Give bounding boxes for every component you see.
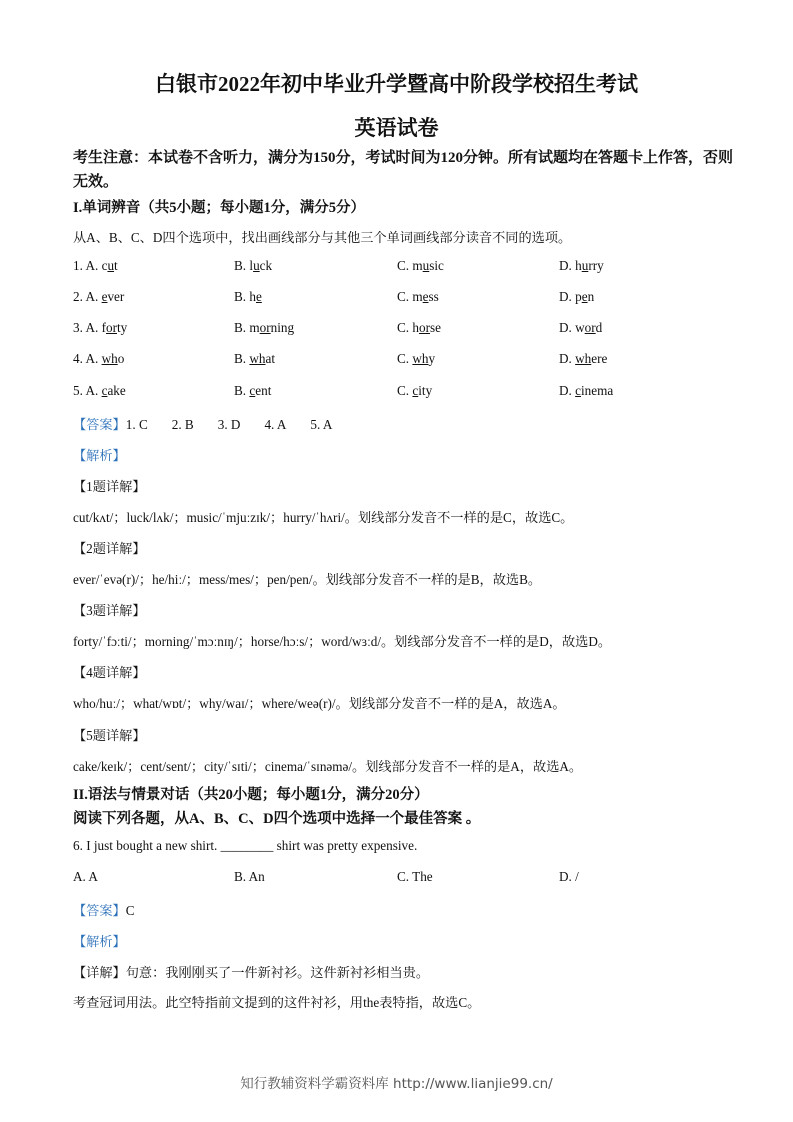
underlined-part: e bbox=[422, 289, 429, 304]
detail-heading-5: 【5题详解】 bbox=[73, 728, 146, 743]
underlined-part: or bbox=[584, 320, 596, 335]
underlined-part: wh bbox=[575, 351, 592, 366]
detail-heading-4: 【4题详解】 bbox=[73, 665, 146, 680]
q1-option-b: B. luck bbox=[234, 258, 273, 273]
answer-tag: 【答案】 bbox=[73, 903, 126, 918]
detail-tag: 【详解】 bbox=[73, 965, 126, 980]
exam-subtitle: 英语试卷 bbox=[354, 116, 439, 140]
question-number: 2. bbox=[73, 289, 86, 304]
section1-heading: I.单词辨音（共5小题；每小题1分，满分5分） bbox=[73, 200, 366, 216]
q5-option-a: 5. A. cake bbox=[73, 383, 126, 398]
section1-instruction: 从A、B、C、D四个选项中，找出画线部分与其他三个单词画线部分读音不同的选项。 bbox=[73, 230, 572, 245]
q6-option-a: A. A bbox=[73, 869, 98, 884]
underlined-part: u bbox=[107, 258, 115, 273]
q1-option-c: C. music bbox=[397, 258, 444, 273]
q6-detail bbox=[73, 962, 429, 981]
q4-option-a: 4. A. who bbox=[73, 351, 125, 366]
underlined-part: u bbox=[422, 258, 430, 273]
q1-option-a: 1. A. cut bbox=[73, 258, 118, 273]
underlined-part: c bbox=[249, 383, 256, 398]
question-number: 1. bbox=[73, 258, 86, 273]
q5-option-d: D. cinema bbox=[559, 383, 614, 398]
q6-option-c: C. The bbox=[397, 869, 433, 884]
q3-option-d: D. word bbox=[559, 320, 603, 335]
q6-option-d: D. / bbox=[559, 869, 579, 884]
underlined-part: wh bbox=[101, 351, 118, 366]
section2-instruction: 阅读下列各题，从A、B、C、D四个选项中选择一个最佳答案 。 bbox=[73, 811, 481, 827]
answer-item: 3. D bbox=[217, 417, 241, 432]
answer-item: 2. B bbox=[171, 417, 194, 432]
detail-heading-2: 【2题详解】 bbox=[73, 541, 146, 556]
detail-text-3: forty/ˈfɔːti/；morning/ˈmɔːnɪŋ/；horse/hɔːs/；word/wɜːd/。划线部分发音不一样的是D，故选D。 bbox=[73, 634, 612, 649]
q1-option-d: D. hurry bbox=[559, 258, 604, 273]
question-number: 5. bbox=[73, 383, 86, 398]
q4-option-c: C. why bbox=[397, 351, 436, 366]
underlined-part: wh bbox=[249, 351, 266, 366]
underlined-part: e bbox=[101, 289, 108, 304]
underlined-part: or bbox=[259, 320, 271, 335]
detail-text-5: cake/keɪk/；cent/sent/；city/ˈsɪti/；cinema/ˈsɪnəmə/。划线部分发音不一样的是A，故选A。 bbox=[73, 759, 583, 774]
q5-option-c: C. city bbox=[397, 383, 433, 398]
q6-detail-2: 考查冠词用法。此空特指前文提到的这件衬衫，用the表特指，故选C。 bbox=[73, 995, 481, 1010]
underlined-part: c bbox=[412, 383, 419, 398]
underlined-part: e bbox=[581, 289, 588, 304]
answer-list bbox=[126, 417, 357, 432]
answer-row bbox=[73, 414, 356, 433]
q6-answer-row bbox=[73, 900, 135, 919]
q2-option-c: C. mess bbox=[397, 289, 439, 304]
q5-option-b: B. cent bbox=[234, 383, 272, 398]
detail-text-1: cut/kʌt/；luck/lʌk/；music/ˈmjuːzɪk/；hurry/ˈhʌri/。划线部分发音不一样的是C，故选C。 bbox=[73, 510, 574, 525]
analysis-tag: 【解析】 bbox=[73, 448, 126, 463]
underlined-part: c bbox=[101, 383, 108, 398]
answer-item: 1. C bbox=[125, 417, 148, 432]
answer-item: 5. A bbox=[310, 417, 333, 432]
q3-option-a: 3. A. forty bbox=[73, 320, 128, 335]
section2-heading: II.语法与情景对话（共20小题；每小题1分，满分20分） bbox=[73, 787, 429, 803]
underlined-part: u bbox=[253, 258, 260, 273]
q2-option-d: D. pen bbox=[559, 289, 595, 304]
underlined-part: or bbox=[105, 320, 117, 335]
detail-text-2: ever/ˈevə(r)/；he/hiː/；mess/mes/；pen/pen/。划线部分发音不一样的是B，故选B。 bbox=[73, 572, 542, 587]
underlined-part: wh bbox=[412, 351, 429, 366]
q2-option-a: 2. A. ever bbox=[73, 289, 125, 304]
q4-option-d: D. where bbox=[559, 351, 608, 366]
detail-text: 句意：我刚刚买了一件新衬衫。这件新衬衫相当贵。 bbox=[125, 965, 430, 980]
q6-stem: 6. I just bought a new shirt. ________ shirt was pretty expensive. bbox=[73, 838, 418, 853]
analysis-tag: 【解析】 bbox=[73, 934, 126, 949]
question-number: 4. bbox=[73, 351, 86, 366]
q2-option-b: B. he bbox=[234, 289, 262, 304]
q6-answer: C bbox=[125, 903, 135, 918]
underlined-part: e bbox=[255, 289, 262, 304]
underlined-part: u bbox=[581, 258, 589, 273]
question-number: 3. bbox=[73, 320, 86, 335]
q3-option-b: B. morning bbox=[234, 320, 295, 335]
detail-heading-1: 【1题详解】 bbox=[73, 479, 146, 494]
footer-watermark: 知行教辅资料学霸资料库 http://www.lianjie99.cn/ bbox=[240, 1076, 553, 1092]
answer-tag: 【答案】 bbox=[73, 417, 126, 432]
exam-title: 白银市2022年初中毕业升学暨高中阶段学校招生考试 bbox=[155, 72, 638, 96]
detail-heading-3: 【3题详解】 bbox=[73, 603, 146, 618]
q4-option-b: B. what bbox=[234, 351, 276, 366]
underlined-part: c bbox=[575, 383, 581, 398]
underlined-part: or bbox=[418, 320, 430, 335]
q6-option-b: B. An bbox=[234, 869, 265, 884]
detail-text-4: who/huː/；what/wɒt/；why/waɪ/；where/weə(r)/。划线部分发音不一样的是A，故选A。 bbox=[73, 696, 566, 711]
q3-option-c: C. horse bbox=[397, 320, 441, 335]
exam-notice: 考生注意：本试卷不含听力，满分为150分，考试时间为120分钟。所有试题均在答题卡上作答，否则无效。 bbox=[73, 150, 734, 190]
answer-item: 4. A bbox=[264, 417, 287, 432]
